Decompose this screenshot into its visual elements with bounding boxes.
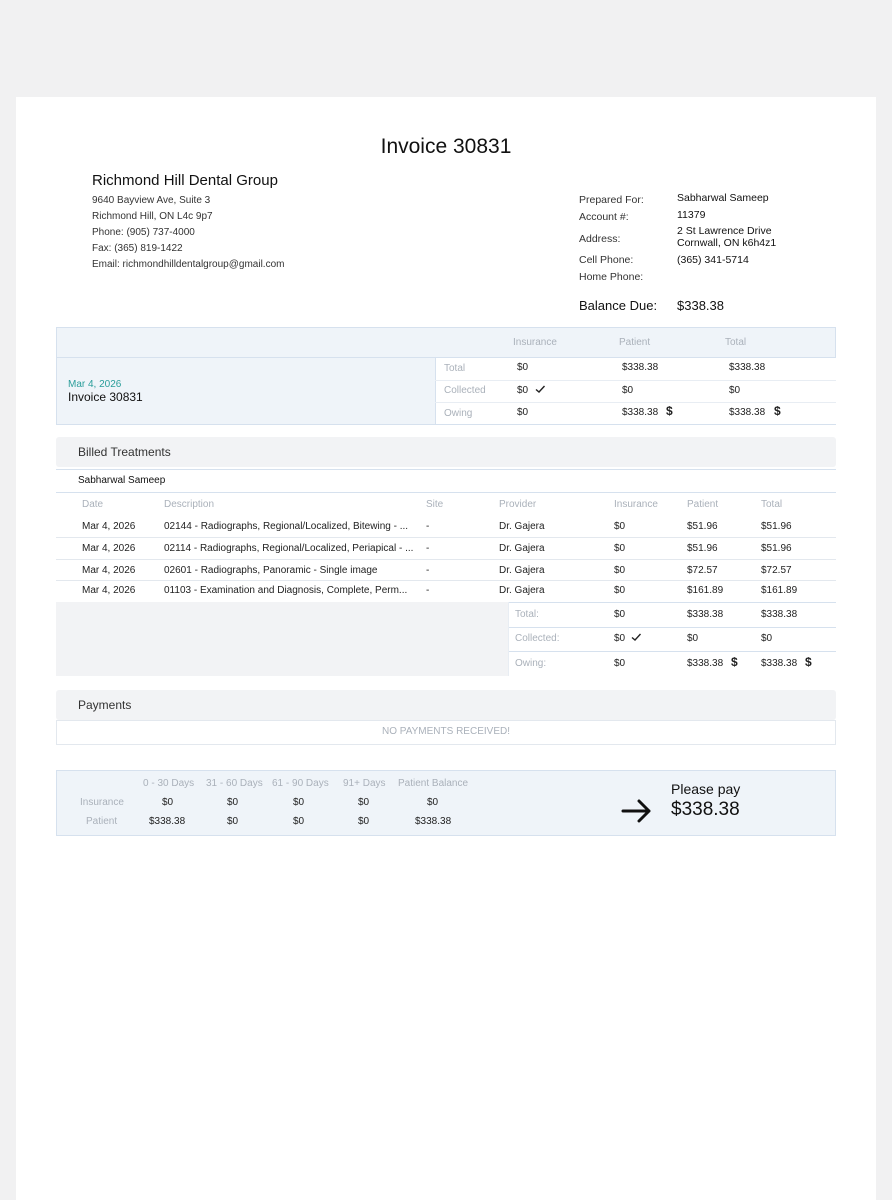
clinic-email: Email: richmondhilldentalgroup@gmail.com (92, 259, 285, 270)
balance-due-label: Balance Due: (579, 298, 658, 313)
aging-value: $0 (358, 797, 370, 808)
cell-phone-label: Cell Phone: (579, 254, 634, 266)
aging-value: $338.38 (149, 816, 186, 827)
billed-patient-name: Sabharwal Sameep (78, 475, 166, 486)
row-insurance: $0 (614, 565, 626, 576)
col-header-insurance: Insurance (614, 499, 658, 510)
checkmark-icon (534, 382, 546, 400)
summary-date: Mar 4, 2026 (68, 379, 122, 390)
aging-header: 91+ Days (343, 778, 386, 789)
totals-patient: $338.38 (687, 658, 724, 669)
row-description: 02144 - Radiographs, Regional/Localized, Bitewing - ... (164, 521, 409, 532)
row-date: Mar 4, 2026 (82, 543, 136, 554)
summary-insurance-value: $0 (517, 407, 529, 418)
aging-value: $0 (293, 816, 305, 827)
row-date: Mar 4, 2026 (82, 585, 136, 596)
row-site: - (426, 543, 430, 554)
row-total: $161.89 (761, 585, 798, 596)
prepared-for-label: Prepared For: (579, 194, 644, 206)
aging-header: Patient Balance (398, 778, 469, 789)
aging-header: 0 - 30 Days (143, 778, 195, 789)
row-insurance: $0 (614, 585, 626, 596)
aging-header: 61 - 90 Days (272, 778, 329, 789)
dollar-icon: $ (666, 404, 673, 418)
billed-patient-header (56, 469, 836, 493)
row-total: $51.96 (761, 543, 792, 554)
address-label: Address: (579, 233, 621, 245)
row-site: - (426, 521, 430, 532)
summary-insurance-value: $0 (517, 362, 529, 373)
payments-header (56, 690, 836, 720)
checkmark-icon (630, 630, 642, 648)
row-total: $72.57 (761, 565, 792, 576)
address-line2: Cornwall, ON k6h4z1 (677, 237, 777, 249)
row-site: - (426, 585, 430, 596)
aging-row-label: Patient (86, 816, 118, 827)
address-line1: 2 St Lawrence Drive (677, 225, 772, 237)
totals-label: Total: (515, 609, 539, 620)
aging-value: $0 (162, 797, 174, 808)
please-pay-label: Please pay (671, 781, 741, 797)
row-description: 01103 - Examination and Diagnosis, Complete, Perm... (164, 585, 408, 596)
totals-patient: $338.38 (687, 609, 724, 620)
payments-title: Payments (78, 698, 132, 712)
summary-total-value: $338.38 (729, 407, 766, 418)
col-header-description: Description (164, 499, 215, 510)
invoice-page (16, 97, 876, 1200)
account-value: 11379 (677, 209, 706, 221)
totals-insurance: $0 (614, 609, 626, 620)
row-divider (56, 537, 836, 538)
summary-invoice-label: Invoice 30831 (68, 390, 143, 404)
aging-row-label: Insurance (80, 797, 124, 808)
prepared-for-value: Sabharwal Sameep (677, 192, 769, 204)
col-header-site: Site (426, 499, 444, 510)
aging-value: $0 (427, 797, 439, 808)
row-description: 02601 - Radiographs, Panoramic - Single image (164, 565, 378, 576)
dollar-icon: $ (731, 655, 738, 669)
row-date: Mar 4, 2026 (82, 521, 136, 532)
summary-row-divider (435, 380, 836, 381)
aging-value: $338.38 (415, 816, 452, 827)
summary-patient-value: $338.38 (622, 407, 659, 418)
invoice-title: Invoice 30831 (380, 135, 512, 158)
totals-insurance: $0 (614, 658, 626, 669)
aging-value: $0 (293, 797, 305, 808)
col-header-provider: Provider (499, 499, 537, 510)
summary-insurance-value: $0 (517, 385, 529, 396)
please-pay-amount: $338.38 (671, 799, 740, 820)
row-description: 02114 - Radiographs, Regional/Localized, Periapical - ... (164, 543, 414, 554)
col-header-date: Date (82, 499, 104, 510)
dollar-icon: $ (805, 655, 812, 669)
summary-col-patient: Patient (619, 337, 651, 348)
row-total: $51.96 (761, 521, 792, 532)
clinic-fax: Fax: (365) 819-1422 (92, 243, 183, 254)
totals-left-line (508, 602, 509, 676)
row-provider: Dr. Gajera (499, 543, 545, 554)
balance-due-value: $338.38 (677, 298, 724, 313)
row-patient: $161.89 (687, 585, 724, 596)
totals-total: $0 (761, 633, 773, 644)
billed-treatments-title: Billed Treatments (78, 445, 171, 459)
clinic-name: Richmond Hill Dental Group (92, 172, 278, 189)
row-divider (56, 559, 836, 560)
aging-value: $0 (227, 797, 239, 808)
totals-insurance: $0 (614, 633, 626, 644)
aging-value: $0 (358, 816, 370, 827)
row-divider (56, 580, 836, 581)
row-insurance: $0 (614, 543, 626, 554)
no-payments-message: NO PAYMENTS RECEIVED! (382, 726, 510, 737)
summary-total-value: $0 (729, 385, 741, 396)
clinic-address-line1: 9640 Bayview Ave, Suite 3 (92, 195, 211, 206)
summary-total-value: $338.38 (729, 362, 766, 373)
arrow-right-icon (621, 797, 653, 830)
clinic-address-line2: Richmond Hill, ON L4c 9p7 (92, 211, 213, 222)
totals-label: Owing: (515, 658, 547, 669)
cell-phone-value: (365) 341-5714 (677, 254, 749, 266)
summary-row-divider (435, 402, 836, 403)
summary-col-insurance: Insurance (513, 337, 557, 348)
summary-row-label: Owing (444, 408, 473, 419)
totals-patient: $0 (687, 633, 699, 644)
row-patient: $51.96 (687, 521, 718, 532)
totals-top-line (508, 602, 836, 603)
summary-col-total: Total (725, 337, 747, 348)
totals-total: $338.38 (761, 658, 798, 669)
home-phone-label: Home Phone: (579, 271, 644, 283)
aging-value: $0 (227, 816, 239, 827)
summary-vertical-divider (435, 358, 436, 424)
totals-label: Collected: (515, 633, 560, 644)
col-header-total: Total (761, 499, 783, 510)
summary-patient-value: $0 (622, 385, 634, 396)
summary-bottom-line (56, 424, 836, 425)
row-patient: $72.57 (687, 565, 718, 576)
row-site: - (426, 565, 430, 576)
row-provider: Dr. Gajera (499, 521, 545, 532)
row-provider: Dr. Gajera (499, 585, 545, 596)
totals-divider (508, 651, 836, 652)
dollar-icon: $ (774, 404, 781, 418)
clinic-phone: Phone: (905) 737-4000 (92, 227, 195, 238)
row-insurance: $0 (614, 521, 626, 532)
billed-treatments-header (56, 437, 836, 467)
summary-row-label: Total (444, 363, 466, 374)
summary-patient-value: $338.38 (622, 362, 659, 373)
totals-divider (508, 627, 836, 628)
row-date: Mar 4, 2026 (82, 565, 136, 576)
totals-total: $338.38 (761, 609, 798, 620)
summary-row-label: Collected (444, 385, 486, 396)
account-label: Account #: (579, 211, 629, 223)
row-patient: $51.96 (687, 543, 718, 554)
row-provider: Dr. Gajera (499, 565, 545, 576)
col-header-patient: Patient (687, 499, 719, 510)
aging-header: 31 - 60 Days (206, 778, 263, 789)
